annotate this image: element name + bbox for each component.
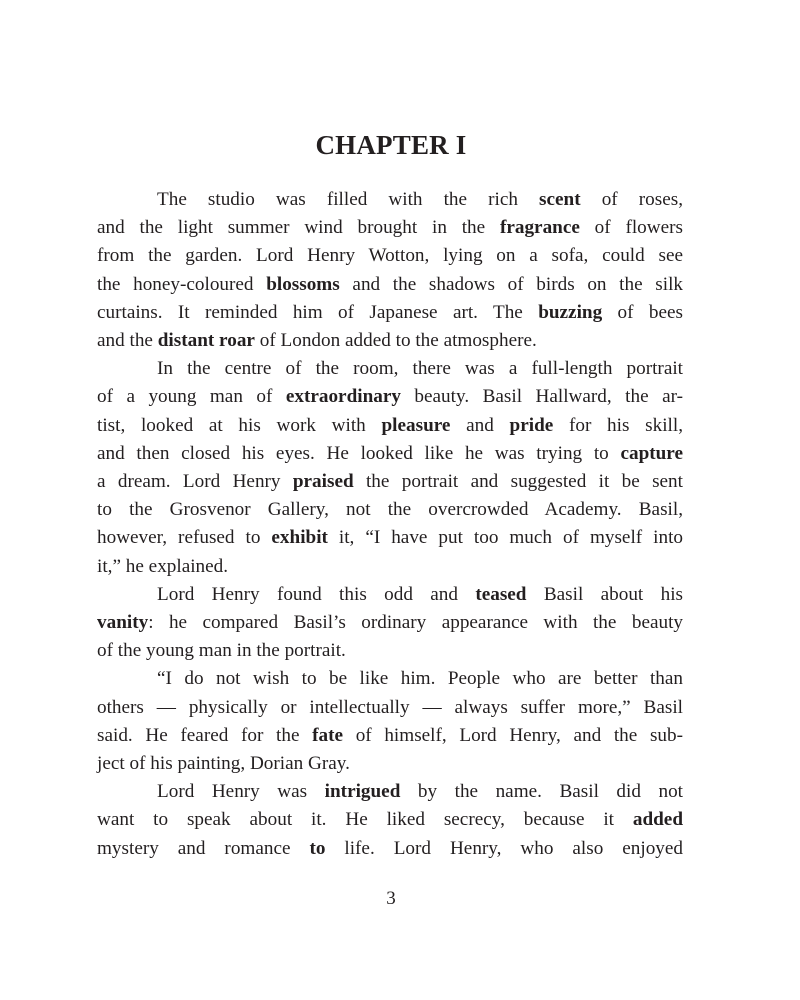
text-span: and the shadows of birds on the silk xyxy=(339,273,683,295)
text-span: to the Grosvenor Gallery, not the overcrowded Academy. Basil, xyxy=(97,499,683,521)
bold-keyword: pride xyxy=(509,414,554,436)
text-span: of flowers xyxy=(579,217,683,239)
bold-keyword: scent xyxy=(539,189,581,210)
text-span: it, “I have put too much of myself into xyxy=(327,527,683,549)
bold-keyword: pleasure xyxy=(381,414,451,436)
text-span: curtains. It reminded him of Japanese art. The xyxy=(97,301,539,323)
text-line xyxy=(97,722,683,750)
text-span: : he compared Basil’s ordinary appearance with the beauty xyxy=(148,612,683,634)
text-span: and the xyxy=(97,330,158,352)
text-span: of London added to the atmosphere. xyxy=(254,330,537,352)
text-line xyxy=(97,496,683,524)
chapter-title: CHAPTER I xyxy=(315,130,467,160)
text-line xyxy=(97,806,683,834)
text-line xyxy=(97,299,683,327)
bold-keyword: distant roar xyxy=(157,330,255,352)
text-span: life. Lord Henry, who also enjoyed xyxy=(325,837,683,859)
text-span: ject of his painting, Dorian Gray. xyxy=(97,753,350,775)
text-line xyxy=(97,186,683,214)
text-line xyxy=(97,242,683,270)
text-span: Lord Henry found this odd and xyxy=(157,583,476,605)
text-span: however, refused to xyxy=(97,527,272,549)
bold-keyword: praised xyxy=(292,471,354,493)
bold-keyword: to xyxy=(309,837,326,859)
text-line xyxy=(97,694,683,722)
body-text xyxy=(97,186,683,863)
text-span: a dream. Lord Henry xyxy=(97,471,293,493)
text-line xyxy=(97,355,683,383)
text-span: and then closed his eyes. He looked like he was trying to xyxy=(97,442,621,464)
text-span: beauty. Basil Hallward, the ar- xyxy=(400,386,683,408)
text-line xyxy=(97,637,683,665)
text-span: The studio was filled with the rich xyxy=(157,189,540,210)
text-span: of bees xyxy=(602,301,683,323)
page-number: 3 xyxy=(386,888,396,909)
text-line xyxy=(97,835,683,863)
text-span: the portrait and suggested it be sent xyxy=(353,471,683,493)
text-span: from the garden. Lord Henry Wotton, lying on a sofa, could see xyxy=(97,245,683,267)
text-line xyxy=(97,581,683,609)
bold-keyword: exhibit xyxy=(271,527,328,549)
text-span: tist, looked at his work with xyxy=(97,414,382,436)
text-line xyxy=(97,440,683,468)
text-line xyxy=(97,553,683,581)
bold-keyword: intrigued xyxy=(324,781,401,803)
bold-keyword: fragrance xyxy=(499,217,580,239)
text-span: it,” he explained. xyxy=(97,555,229,577)
text-line xyxy=(97,383,683,411)
text-line xyxy=(97,665,683,693)
text-span: others — physically or intellectually — always suffer more,” Basil xyxy=(97,696,683,718)
text-line xyxy=(97,412,683,440)
text-span: the honey-coloured xyxy=(97,273,267,295)
text-line xyxy=(97,524,683,552)
text-line xyxy=(97,468,683,496)
bold-keyword: fate xyxy=(312,724,344,746)
text-span: mystery and romance xyxy=(97,837,310,859)
text-span: want to speak about it. He liked secrecy, because it xyxy=(97,809,633,831)
text-span: of himself, Lord Henry, and the sub- xyxy=(343,724,683,746)
text-line xyxy=(97,609,683,637)
text-span: and xyxy=(450,414,510,436)
bold-keyword: added xyxy=(632,809,683,831)
text-span: of a young man of xyxy=(97,386,286,408)
text-span: of roses, xyxy=(580,189,683,210)
bold-keyword: capture xyxy=(620,442,683,464)
text-span: Basil about his xyxy=(526,583,683,605)
text-line xyxy=(97,214,683,242)
text-span: “I do not wish to be like him. People who are better than xyxy=(157,668,683,690)
text-line xyxy=(97,271,683,299)
text-span: for his skill, xyxy=(553,414,683,436)
text-line xyxy=(97,327,683,355)
bold-keyword: vanity xyxy=(97,612,149,634)
bold-keyword: blossoms xyxy=(266,273,340,295)
text-span: by the name. Basil did not xyxy=(400,781,683,803)
text-span: In the centre of the room, there was a full-length portrait xyxy=(157,358,683,380)
text-span: Lord Henry was xyxy=(157,781,325,803)
text-line xyxy=(97,750,683,778)
text-span: and the light summer wind brought in the xyxy=(97,217,500,239)
bold-keyword: buzzing xyxy=(538,301,603,323)
text-span: of the young man in the portrait. xyxy=(97,640,346,662)
text-span: said. He feared for the xyxy=(97,724,313,746)
bold-keyword: extraordinary xyxy=(285,386,401,408)
text-line xyxy=(97,778,683,806)
bold-keyword: teased xyxy=(475,583,527,605)
